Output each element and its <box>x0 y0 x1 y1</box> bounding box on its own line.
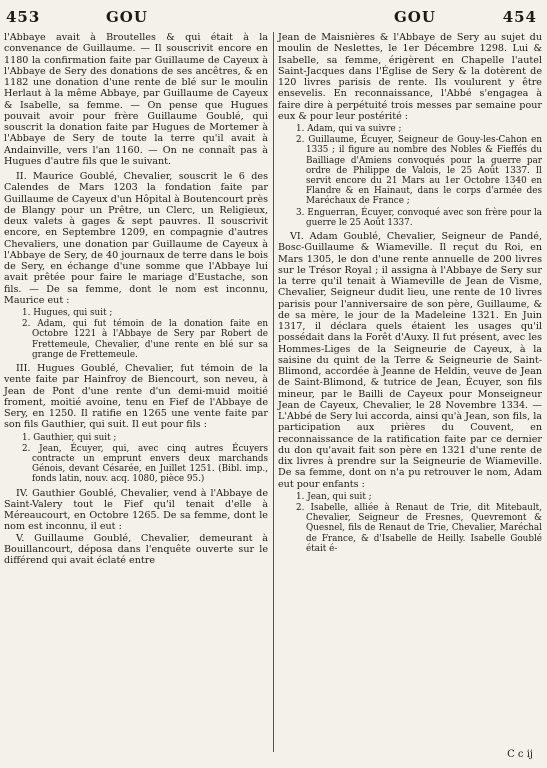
right-column <box>278 32 542 557</box>
left-page-number: 453 <box>6 8 41 26</box>
left-list-1 <box>22 308 268 360</box>
right-list-1 <box>296 124 542 228</box>
list-item: 1. Gauthier, qui suit ; <box>22 432 117 443</box>
right-running-title: GOU <box>394 8 436 26</box>
left-paragraph-2: II. Maurice Goublé, Chevalier, souscrit le 6 des Calendes de Mars 1203 la fondation faite par Guillaume de Cayeux d'un Hôpital à Boutencourt près de Blangy pour un Prêtre, un Clerc, un Religieux, deux valets à gages & sept pauvres. Il souscrivit encore, en Septembre 1209, en compagnie d'autres Chevaliers, une donation par Guillaume de Cayeux à l'Abbaye de Sery, de 40 journaux de terre dans le bois de Sery, en échange d'une somme que l'Abbaye lui avait prêtée pour faire le mariage d'Eustache, son fils. — De sa femme, dont le nom est inconnu, Maurice eut : <box>4 171 268 306</box>
list-item: 1. Hugues, qui suit ; <box>22 308 113 318</box>
left-running-title: GOU <box>106 8 148 26</box>
list-item: 3. Enguerran, Écuyer, convoqué avec son frère pour la guerre le 25 Août 1337. <box>296 207 542 228</box>
right-list-2 <box>296 492 542 554</box>
list-item: 1. Jean, qui suit ; <box>296 491 372 502</box>
left-list-2 <box>22 433 268 485</box>
left-paragraph-3: III. Hugues Goublé, Chevalier, fut témoin de la vente faite par Hainfroy de Biencourt, son neveu, à Jean de Pont d'une rente d'un demi-muid moitié froment, moitié avoine, tenu en Fief de l'Abbaye de Sery, en 1250. Il ratifie en 1265 une vente faite par son fils Gauthier, qui suit. Il eut pour fils : <box>4 363 268 431</box>
left-paragraph-1: l'Abbaye avait à Broutelles & qui était à la convenance de Guillaume. — Il souscrivit encore en 1180 la confirmation faite par Guillaume de Cayeux à l'Abbaye de Sery des donations de ses ancêtres, & en 1182 une donation d'une rente de blé sur le moulin Herlaut à la même Abbaye, par Guillaume de Cayeux & Isabelle, sa femme. — On pense que Hugues pouvait avoir pour frère Guillaume Goublé, qui souscrit la donation faite par Hugues de Mortemer à l'Abbaye de Sery de toute la terre qu'il avait à Andainville, vers l'an 1160. — On ne connaît pas à Hugues d'autre fils que le suivant. <box>4 32 268 167</box>
list-item: 2. Isabelle, alliée à Renaut de Trie, dit Mitebault, Chevalier, Seigneur de Fresnes, Quevremont & Quesnel, fils de Renaut de Trie, Chevalier, Maréchal de France, & d'Isabelle de Heilly. Isabelle Goublé était é- <box>296 502 542 554</box>
right-paragraph-1: Jean de Maisnières & l'Abbaye de Sery au sujet du moulin de Neslettes, le 1er Décembre 1298. Lui & Isabelle, sa femme, érigèrent en Chapelle l'autel Saint-Jacques dans l'Église de Sery & la dotèrent de 120 livres parisis de rente. Ils voulurent y être ensevelis. En reconnaissance, l'Abbé s'engagea à faire dire à perpétuité trois messes par semaine pour eux & pour leur postérité : <box>278 32 542 122</box>
left-paragraph-4: IV. Gauthier Goublé, Chevalier, vend à l'Abbaye de Saint-Valery tout le Fief qu'il tenait d'elle à Méreaucourt, en Octobre 1265. De sa femme, dont le nom est inconnu, il eut : <box>4 487 268 533</box>
left-column <box>4 32 268 566</box>
list-item: 2. Guillaume, Écuyer, Seigneur de Gouy-les-Cahon en 1335 ; il figure au nombre des Nobles & Fieffés du Bailliage d'Amiens convoqués pour la guerre par ordre de Philippe de Valois, le 25 Août 1337. Il servit encore du 21 Mars au 1er Octobre 1340 en Flandre & en Hainaut, dans le corps d'armée des Maréchaux de France ; <box>296 135 542 207</box>
list-item: 1. Adam, qui va suivre ; <box>296 124 402 134</box>
right-paragraph-2: VI. Adam Goublé, Chevalier, Seigneur de Pandé, Bosc-Guillaume & Wiameville. Il reçut du Roi, en Mars 1305, le don d'une rente annuelle de 200 livres sur le Trésor Royal ; il assigna à l'Abbaye de Sery sur la terre qu'il tenait à Wiameville de Jean de Visme, Chevalier, Seigneur dudit lieu, une rente de 10 livres parisis pour l'anniversaire de son père, Guillaume, & de sa mère, le jour de la Madeleine 1321. En Juin 1317, il déclara quels étaient les usages qu'il possédait dans la Forêt d'Auxy. Il fut présent, avec les Hommes-Liges de la Seigneurie de Cayeux, à la saisine du quint de la Terre & Seigneurie de Saint-Blimond, accordée à Jeanne de Heldin, veuve de Jean de Saint-Blimond, & tutrice de Jean, Écuyer, son fils mineur, par le Bailli de Cayeux pour Monseigneur Jean de Cayeux, Chevalier, le 28 Novembre 1334. — L'Abbé de Sery lui accorda, ainsi qu'à Jean, son fils, la participation aux prières du Couvent, en reconnaissance de la ratification faite par ce dernier du don qu'avait fait son père en 1321 d'une rente de dix livres à prendre sur la Seigneurie de Wiameville. De sa femme, dont on n'a pu retrouver le nom, Adam eut pour enfants : <box>278 231 542 490</box>
column-divider <box>273 32 274 752</box>
left-paragraph-5: V. Guillaume Goublé, Chevalier, demeurant à Bouillancourt, déposa dans l'enquête ouverte sur le différend qui avait éclaté entre <box>4 532 268 567</box>
list-item: 2. Adam, qui fut témoin de la donation faite en Octobre 1221 à l'Abbaye de Sery par Robert de Frettemeule, Chevalier, d'une rente en blé sur sa grange de Frettemeule. <box>22 319 268 360</box>
list-item: 2. Jean, Écuyer, qui, avec cinq autres Écuyers contracte un emprunt envers deux marchands Génois, devant Césarée, en Juillet 1251. (Bibl. imp., fonds latin, nouv. acq. 1080, pièce 95.) <box>22 443 268 485</box>
signature-mark: C c ij <box>507 749 533 760</box>
right-page-number: 454 <box>502 8 537 26</box>
